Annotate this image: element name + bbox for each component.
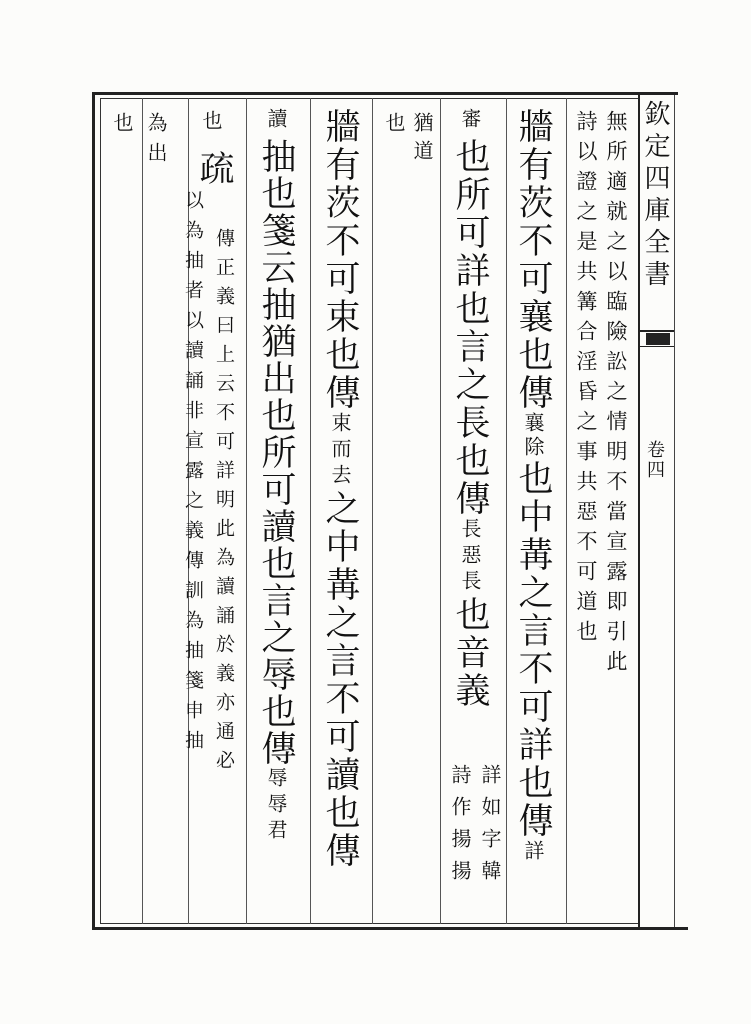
- volume-label: 卷四: [644, 440, 665, 480]
- inline-note: 詳: [521, 840, 545, 870]
- main-text-line: [450, 108, 490, 710]
- main-text: 牆有茨不可束也傳: [320, 108, 360, 412]
- inline-note: 襄除: [521, 412, 545, 460]
- column-rule: [372, 98, 373, 924]
- commentary-line: 以為抽者以讀誦非宣露之義傳訓為抽箋申抽: [182, 190, 204, 760]
- inline-note: 惡長: [458, 544, 482, 596]
- commentary-line: 也: [382, 112, 406, 142]
- main-text: 之中冓之言不可讀也傳: [320, 490, 360, 870]
- main-text-line: [320, 108, 360, 870]
- page-border-inner: [100, 98, 640, 924]
- inline-note: 辱辱君: [264, 767, 288, 845]
- inline-note: 長: [458, 518, 482, 544]
- book-title: 欽定四庫全書: [640, 100, 670, 292]
- main-text: 抽也箋云抽猶出也所可讀也言之辱也傳: [256, 138, 296, 767]
- main-text: 也中冓之言不可詳也傳: [513, 460, 553, 840]
- title-separator: [640, 330, 674, 332]
- main-text: 也: [450, 596, 490, 634]
- main-text: 牆有茨不可襄也傳: [513, 108, 553, 412]
- column-rule: [440, 98, 441, 924]
- inline-note: 讀: [264, 108, 288, 138]
- commentary-line: 猶道: [410, 112, 434, 168]
- column-rule: [506, 98, 507, 924]
- main-text: 也所可詳也言之長也傳: [450, 138, 490, 518]
- center-fold-line-outer: [674, 92, 675, 930]
- main-text-line: [256, 108, 296, 845]
- fishtail-mark: [646, 333, 670, 345]
- commentary-line: 為出: [144, 112, 168, 172]
- commentary-line: 也: [199, 110, 223, 140]
- main-text: 音義: [450, 634, 490, 710]
- column-rule: [246, 98, 247, 924]
- commentary-line: 傳正義曰上云不可詳明此為讀誦於義亦通必: [213, 228, 235, 779]
- column-rule: [310, 98, 311, 924]
- commentary-line: 詩作揚揚: [448, 764, 472, 892]
- commentary-line: 無所適就之以臨險訟之情明不當宣露即引此: [604, 110, 628, 680]
- commentary-line: 也: [110, 112, 134, 142]
- main-text: 疏: [194, 150, 234, 188]
- column-rule: [566, 98, 567, 924]
- bottom-rule-extension: [638, 927, 688, 930]
- top-rule-extension: [638, 92, 678, 95]
- inline-note: 束而去: [328, 412, 352, 490]
- inline-note: 審: [458, 108, 482, 138]
- commentary-line: 詳如字韓: [478, 764, 502, 892]
- main-text-line: [513, 108, 553, 870]
- column-rule: [142, 98, 143, 924]
- title-separator-thin: [640, 346, 674, 347]
- commentary-line: 詩以證之是共篝合淫昏之事共惡不可道也: [574, 110, 598, 650]
